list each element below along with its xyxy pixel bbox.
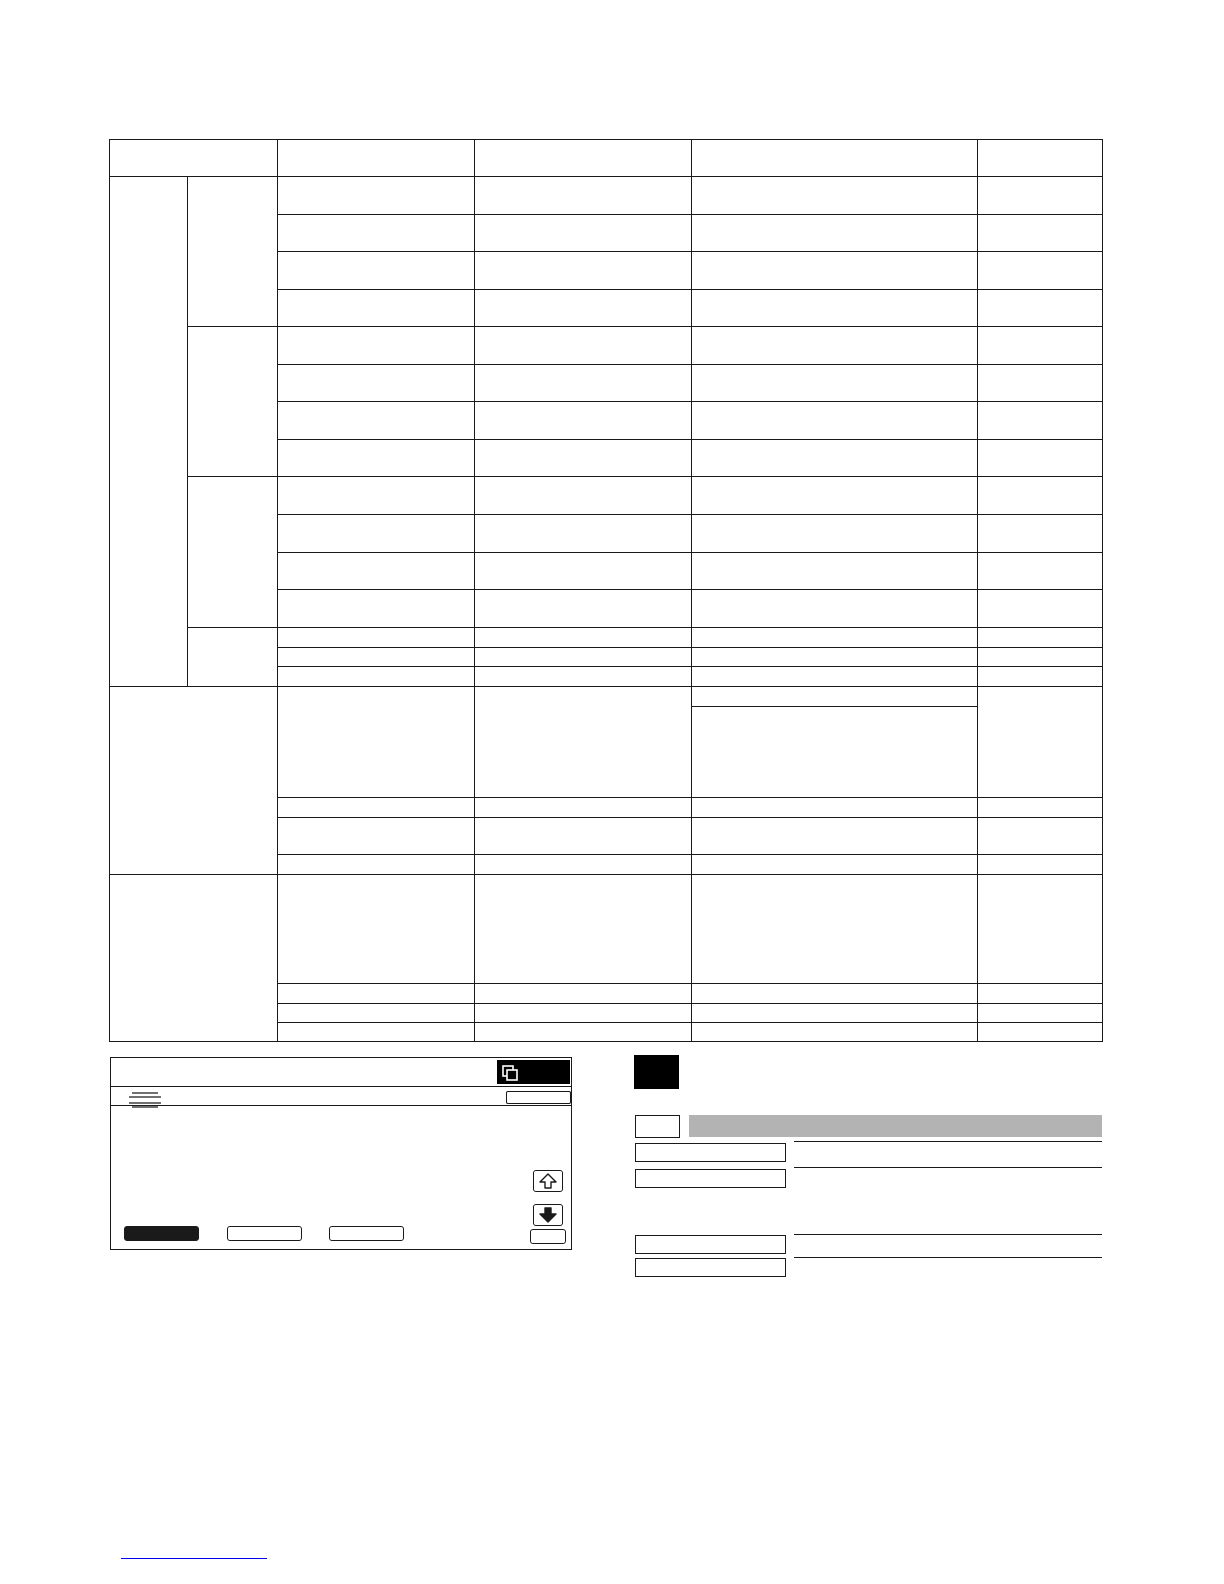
row-divider — [277, 289, 1103, 290]
legend-rule — [794, 1257, 1102, 1258]
arrow-up-icon — [539, 1173, 557, 1189]
row-divider — [277, 666, 1103, 667]
row-divider — [277, 364, 1103, 365]
row-divider — [277, 797, 1103, 798]
arrow-down-icon — [539, 1207, 557, 1223]
column-divider — [187, 176, 188, 687]
table-border-bottom — [109, 1041, 1103, 1042]
row-divider — [277, 514, 1103, 515]
list-lines-icon — [128, 1089, 162, 1111]
table-border-top — [109, 139, 1103, 140]
row-divider — [277, 983, 1103, 984]
section-marker — [634, 1055, 679, 1089]
row-divider — [277, 854, 1103, 855]
ok-button[interactable] — [530, 1229, 566, 1244]
group-divider — [109, 686, 1103, 687]
copy-mode-badge[interactable] — [497, 1060, 570, 1084]
table-border-right — [1102, 139, 1103, 1042]
legend-field-4 — [635, 1258, 786, 1277]
panel-tab-2[interactable] — [227, 1226, 302, 1241]
scroll-up-button[interactable] — [533, 1170, 563, 1192]
subgroup-divider — [187, 476, 1103, 477]
column-divider — [474, 139, 475, 1042]
legend-rule — [794, 1141, 1102, 1142]
subgroup-divider — [187, 627, 1103, 628]
column-divider — [691, 139, 692, 1042]
panel-tab-1[interactable] — [124, 1226, 199, 1241]
section-title-bar — [689, 1115, 1102, 1137]
copy-icon — [502, 1065, 518, 1081]
legend-rule — [794, 1234, 1102, 1235]
legend-field-1 — [635, 1143, 786, 1162]
subgroup-divider — [187, 326, 1103, 327]
column-divider — [977, 139, 978, 1042]
row-divider — [277, 439, 1103, 440]
row-divider — [277, 1003, 1103, 1004]
legend-rule — [794, 1167, 1102, 1168]
section-number-box — [635, 1115, 680, 1138]
table-border-left — [109, 139, 110, 1042]
row-divider — [691, 706, 978, 707]
row-divider — [277, 214, 1103, 215]
row-divider — [277, 647, 1103, 648]
group-divider — [109, 874, 1103, 875]
simulation-panel — [110, 1057, 572, 1250]
row-divider — [277, 401, 1103, 402]
panel-tab-3[interactable] — [329, 1226, 404, 1241]
row-divider — [277, 589, 1103, 590]
row-divider — [277, 552, 1103, 553]
footer-link[interactable] — [121, 1558, 267, 1559]
row-divider — [277, 251, 1103, 252]
row-divider — [277, 817, 1103, 818]
scroll-down-button[interactable] — [533, 1204, 563, 1226]
panel-small-button[interactable] — [506, 1091, 571, 1104]
legend-field-2 — [635, 1169, 786, 1188]
panel-divider — [111, 1105, 571, 1106]
column-divider — [277, 139, 278, 1042]
panel-divider — [111, 1086, 571, 1087]
row-divider — [277, 1022, 1103, 1023]
legend-field-3 — [635, 1235, 786, 1254]
table-header-divider — [109, 176, 1103, 177]
